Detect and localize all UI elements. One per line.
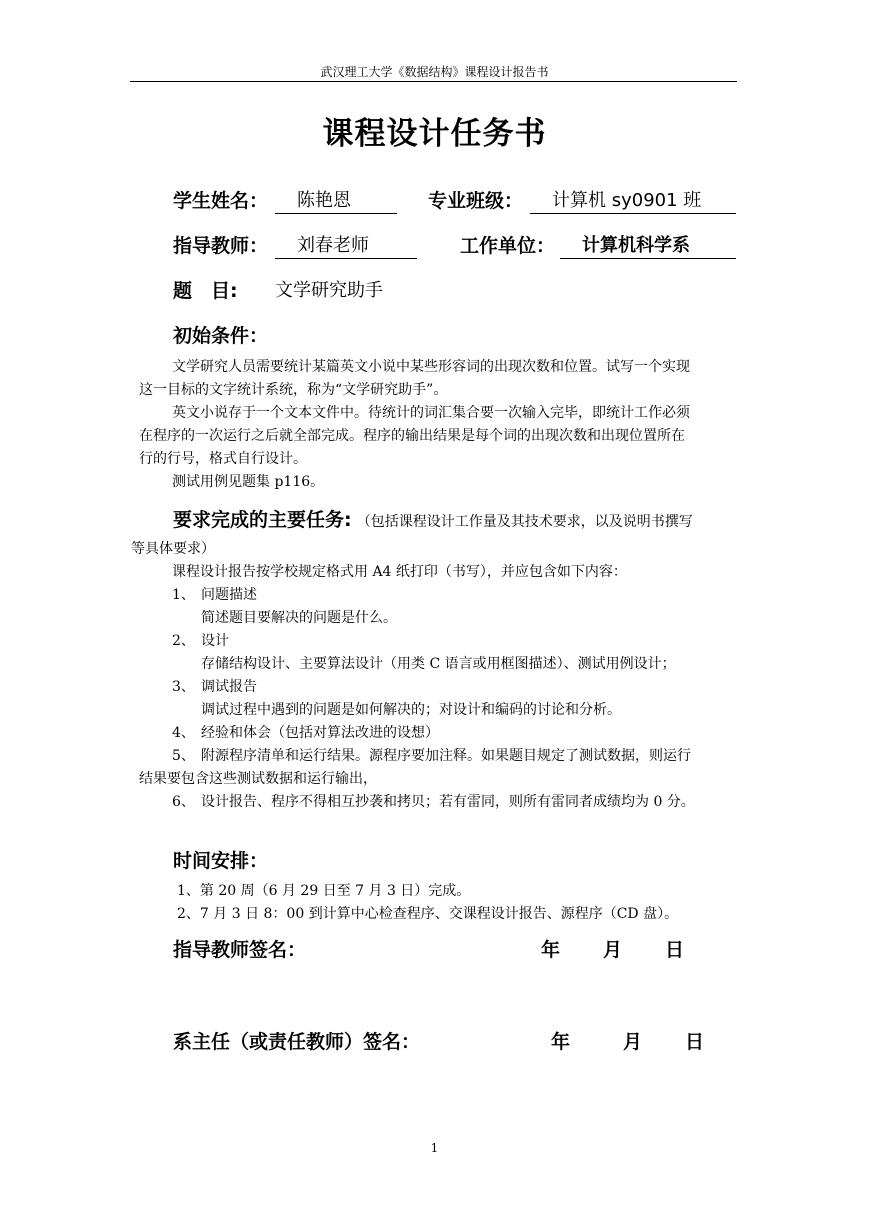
page-number: 1 [430,1141,439,1155]
tasks-note-line1: （包括课程设计工作量及其技术要求，以及说明书撰写 [356,514,693,530]
tasks-heading: 要求完成的主要任务: [173,509,352,531]
work-unit-label: 工作单位： [460,235,556,257]
initial-p2-line3: 行的行号，格式自行设计。 [139,451,307,467]
work-unit-text: 计算机科学系 [582,235,690,256]
student-name-text: 陈艳恩 [297,190,351,211]
head-signature-label: 系主任（或责任教师）签名： [173,1031,421,1053]
topic-value: 文学研究助手 [275,280,383,301]
student-name-label: 学生姓名： [173,190,269,212]
task-item-6-number: 6、 [172,794,195,810]
initial-p2-line2: 在程序的一次运行之后就全部完成。程序的输出结果是每个词的出现次数和出现位置所在 [139,428,685,444]
major-class-label: 专业班级： [428,190,524,212]
task-item-1-title: 问题描述 [201,587,257,603]
major-class-value [530,186,736,214]
task-item-6-title: 设计报告、程序不得相互抄袭和拷贝；若有雷同，则所有雷同者成绩均为 0 分。 [201,794,695,810]
advisor-label: 指导教师： [173,235,269,257]
schedule-line2: 2、7 月 3 日 8：00 到计算中心检查程序、交课程设计报告、源程序（CD 盘）。 [177,906,679,922]
tasks-intro: 课程设计报告按学校规定格式用 A4 纸打印（书写），并应包含如下内容： [172,564,627,580]
initial-p3: 测试用例见题集 p116。 [172,474,325,490]
task-item-1-number: 1、 [172,587,195,603]
header-rule [130,81,737,82]
initial-p1-line1: 文学研究人员需要统计某篇英文小说中某些形容词的出现次数和位置。试写一个实现 [172,359,690,375]
head-sign-month: 月 [623,1031,643,1053]
task-item-5-number: 5、 [172,748,195,764]
task-item-3-title: 调试报告 [201,679,257,695]
advisor-signature-label: 指导教师签名： [173,939,307,961]
tasks-note-line2: 等具体要求） [131,541,215,557]
task-item-2-desc: 存储结构设计、主要算法设计（用类 C 语言或用框图描述）、测试用例设计； [201,656,676,672]
student-name-value [275,186,397,214]
task-item-5-line2: 结果要包含这些测试数据和运行输出， [139,771,377,787]
schedule-line1: 1、第 20 周（6 月 29 日至 7 月 3 日）完成。 [177,883,471,899]
advisor-sign-month: 月 [603,939,623,961]
advisor-sign-day: 日 [665,939,685,961]
tasks-heading-line [173,505,693,532]
task-item-4-title: 经验和体会（包括对算法改进的设想） [201,725,439,741]
document-title: 课程设计任务书 [322,116,547,152]
task-item-5-line1: 附源程序清单和运行结果。源程序要加注释。如果题目规定了测试数据，则运行 [201,748,691,764]
work-unit-value [560,231,736,259]
major-class-text: 计算机 sy0901 班 [552,190,702,211]
schedule-heading: 时间安排： [173,850,269,872]
topic-label: 题 目: [173,280,238,302]
head-sign-year: 年 [551,1031,571,1053]
task-item-3-desc: 调试过程中遇到的问题是如何解决的；对设计和编码的讨论和分析。 [201,702,621,718]
head-sign-day: 日 [685,1031,705,1053]
task-item-1-desc: 简述题目要解决的问题是什么。 [201,610,397,626]
advisor-value [275,231,417,259]
advisor-text: 刘春老师 [297,235,369,256]
task-item-2-number: 2、 [172,633,195,649]
initial-conditions-heading: 初始条件： [173,325,269,347]
initial-p2-line1: 英文小说存于一个文本文件中。待统计的词汇集合要一次输入完毕，即统计工作必须 [172,405,690,421]
advisor-sign-year: 年 [541,939,561,961]
running-header: 武汉理工大学《数据结构》课程设计报告书 [320,65,549,79]
task-item-4-number: 4、 [172,725,195,741]
task-item-2-title: 设计 [201,633,229,649]
initial-p1-line2: 这一目标的文字统计系统，称为“文学研究助手”。 [139,382,448,398]
task-item-3-number: 3、 [172,679,195,695]
